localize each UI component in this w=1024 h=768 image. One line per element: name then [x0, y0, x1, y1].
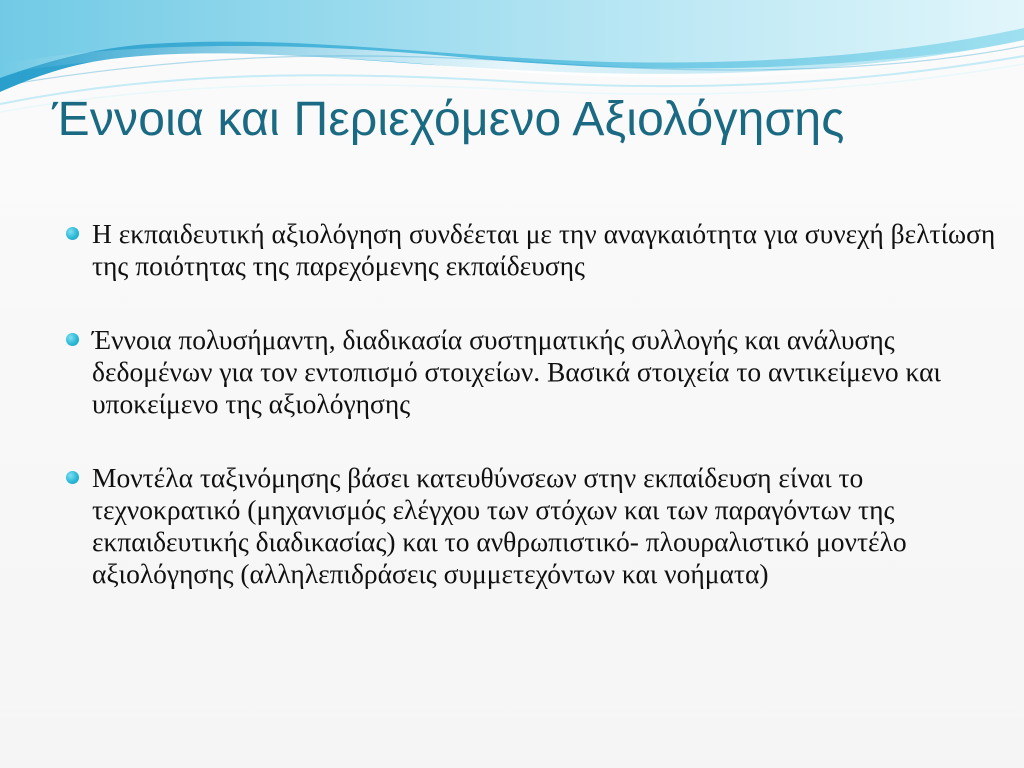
bullet-dot-icon — [66, 333, 79, 346]
bullet-dot-icon — [66, 227, 79, 240]
bullet-item — [66, 324, 996, 420]
bullet-text: Μοντέλα ταξινόμησης βάσει κατευθύνσεων στην εκπαίδευση είναι το τεχνοκρατικό (μηχανισμός ελέγχου των στόχων και των παραγόντων της εκπαιδευτικής διαδικασίας) και το ανθρωπιστικό- πλουραλιστικό μοντέλο αξιολόγησης (αλληλεπιδράσεις συμμετεχόντων και νοήματα) — [92, 462, 907, 589]
slide-title: Έννοια και Περιεχόμενο Αξιολόγησης — [52, 93, 845, 146]
bullet-text: Έννοια πολυσήμαντη, διαδικασία συστηματικής συλλογής και ανάλυσης δεδομένων για τον εντοπισμό στοιχείων. Βασικά στοιχεία το αντικείμενο και υποκείμενο της αξιολόγησης — [92, 324, 941, 419]
bullet-dot-icon — [66, 471, 79, 484]
bullet-text: Η εκπαιδευτική αξιολόγηση συνδέεται με την αναγκαιότητα για συνεχή βελτίωση της ποιότητας της παρεχόμενης εκπαίδευσης — [92, 218, 996, 281]
bullet-list — [66, 218, 996, 590]
bullet-item — [66, 218, 996, 282]
bullet-item — [66, 462, 996, 590]
